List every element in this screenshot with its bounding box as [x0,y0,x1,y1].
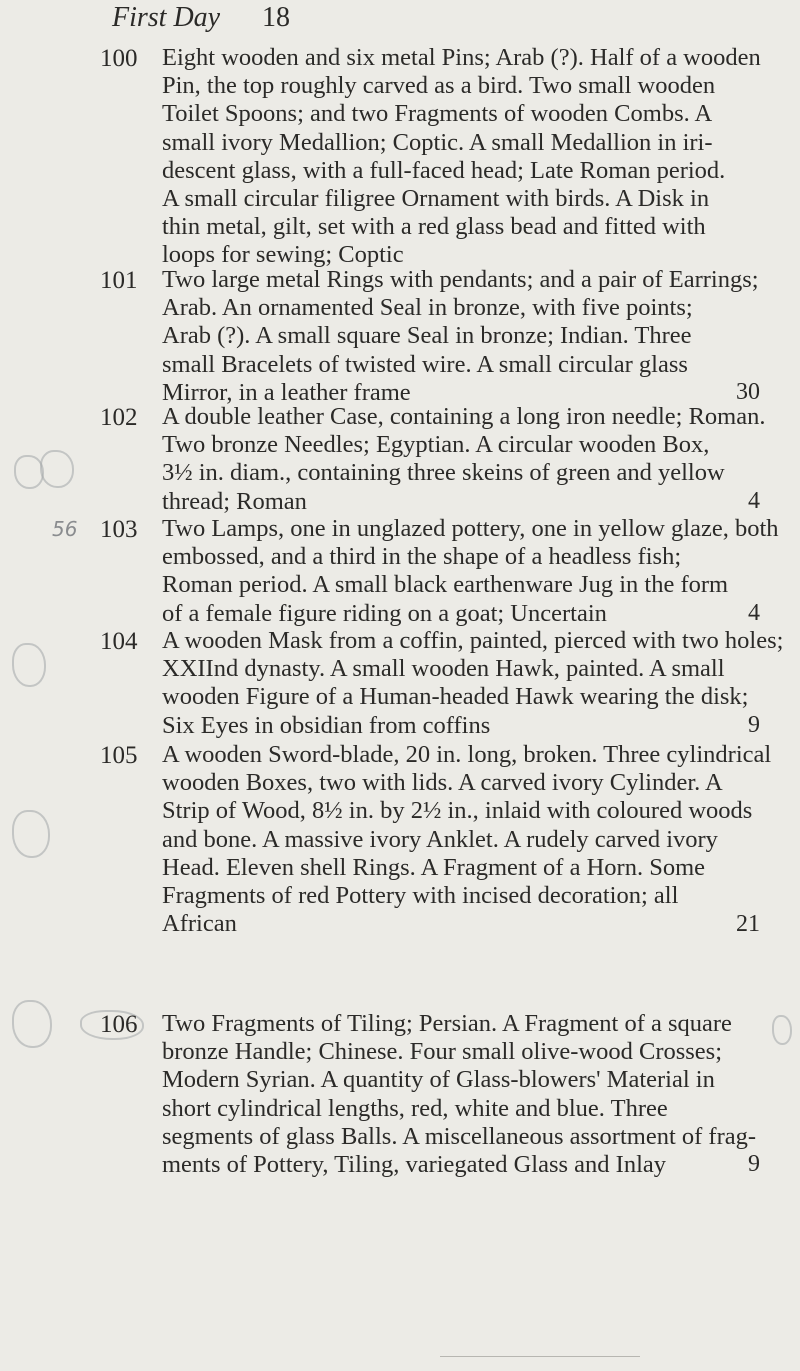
lot-price: 9 [748,1151,760,1177]
lot-line: XXIInd dynasty. A small wooden Hawk, painted. A small [162,655,725,683]
lot-number: 102 [100,404,138,431]
lot-line: thread; Roman [162,487,307,515]
lot-line: small ivory Medallion; Coptic. A small Medallion in iri- [162,128,713,156]
lot-line: Six Eyes in obsidian from coffins [162,711,491,739]
lot-price: 30 [736,379,760,405]
lot-line: wooden Figure of a Human-headed Hawk wearing the disk; [162,683,749,711]
lot-line: Two large metal Rings with pendants; and a pair of Earrings; [162,266,759,293]
lot-line: Head. Eleven shell Rings. A Fragment of a Horn. Some [162,853,705,881]
lot-line: African [162,910,237,938]
lot-line: wooden Boxes, two with lids. A carved ivory Cylinder. A [162,769,723,797]
lot-number: 101 [100,267,138,294]
lot-number: 103 [100,516,138,543]
lot-description [162,741,772,938]
lot-description [162,403,766,516]
lot-line: Mirror, in a leather frame [162,378,411,406]
lot-line: loops for sewing; Coptic [162,241,404,269]
lot-line: Arab (?). A small square Seal in bronze; Indian. Three [162,322,692,350]
lot-line: Two Fragments of Tiling; Persian. A Fragment of a square [162,1010,732,1037]
lot-line: A small circular filigree Ornament with birds. A Disk in [162,184,710,212]
lot-line: Eight wooden and six metal Pins; Arab (?). Half of a wooden [162,44,761,71]
lot-description [162,515,779,628]
lot-price: 4 [748,488,760,514]
lot-line: Modern Syrian. A quantity of Glass-blowers' Material in [162,1066,715,1094]
lot-line: and bone. A massive ivory Anklet. A rudely carved ivory [162,825,718,853]
lot-description [162,1010,762,1179]
lot-line: descent glass, with a full-faced head; Late Roman period. [162,156,726,184]
lot-price: 21 [736,911,760,937]
pencil-mark [772,1015,792,1045]
lot-line: segments of glass Balls. A miscellaneous assortment of frag- [162,1122,757,1150]
pencil-mark [40,450,74,488]
pencil-mark [12,810,50,858]
lot-line: embossed, and a third in the shape of a headless fish; [162,543,682,571]
lot-number: 100 [100,45,138,72]
lot-line: ments of Pottery, Tiling, variegated Glass and Inlay [162,1150,666,1178]
lot-line: A double leather Case, containing a long iron needle; Roman. [162,403,766,430]
lot-line: Fragments of red Pottery with incised decoration; all [162,881,679,909]
lot-line: bronze Handle; Chinese. Four small olive-wood Crosses; [162,1038,723,1066]
pencil-mark [12,643,46,687]
lot-description [162,627,784,740]
lot-line: Strip of Wood, 8½ in. by 2½ in., inlaid with coloured woods [162,797,753,825]
lot-description [162,266,762,407]
lot-number: 106 [100,1011,138,1038]
lot-line: Roman period. A small black earthenware Jug in the form [162,571,729,599]
lot-line: short cylindrical lengths, red, white and blue. Three [162,1094,668,1122]
lot-line: Pin, the top roughly carved as a bird. Two small wooden [162,72,716,100]
lot-line: Arab. An ornamented Seal in bronze, with five points; [162,294,693,322]
lot-line: thin metal, gilt, set with a red glass bead and fitted with [162,213,706,241]
lot-line: A wooden Sword-blade, 20 in. long, broken. Three cylindrical [162,741,772,768]
lot-line: of a female figure riding on a goat; Uncertain [162,599,607,627]
pencil-mark [12,1000,52,1048]
lot-line: A wooden Mask from a coffin, painted, pierced with two holes; [162,627,784,654]
margin-annotation: 56 [52,517,78,541]
lot-line: 3½ in. diam., containing three skeins of green and yellow [162,459,725,487]
lot-line: Two bronze Needles; Egyptian. A circular wooden Box, [162,431,710,459]
lot-price: 4 [748,600,760,626]
lot-line: Two Lamps, one in unglazed pottery, one in yellow glaze, both [162,515,779,542]
lot-number: 104 [100,628,138,655]
page-number: 18 [262,2,290,33]
lot-line: small Bracelets of twisted wire. A small circular glass [162,350,688,378]
closing-rule [440,1356,640,1357]
lot-description [162,44,762,270]
lot-price: 9 [748,712,760,738]
running-title: First Day [112,2,221,33]
lot-number: 105 [100,742,138,769]
lot-line: Toilet Spoons; and two Fragments of wooden Combs. A [162,100,713,128]
